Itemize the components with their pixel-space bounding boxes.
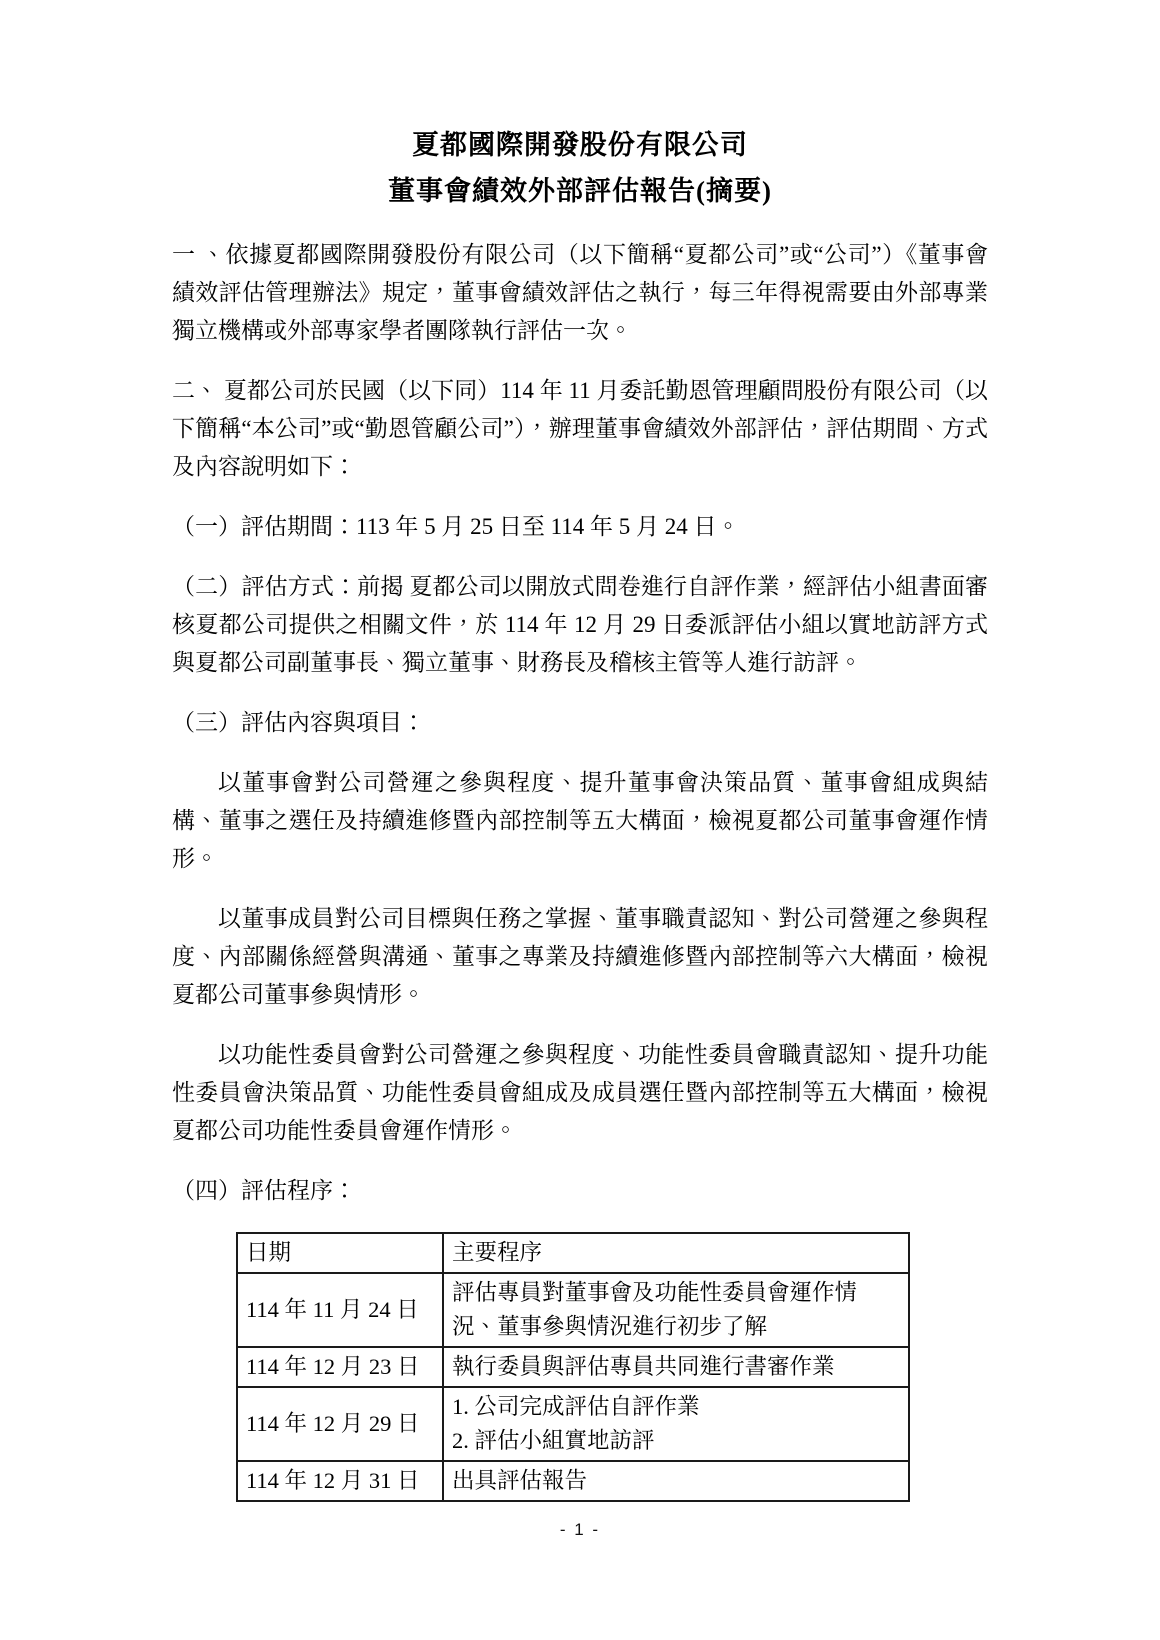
evaluation-schedule-table (236, 1232, 910, 1502)
table-header-date: 日期 (237, 1233, 443, 1273)
table-cell-procedure: 出具評估報告 (443, 1461, 909, 1501)
paragraph-6-board-dimensions: 以董事會對公司營運之參與程度、提升董事會決策品質、董事會組成與結構、董事之選任及持續進修暨內部控制等五大構面，檢視夏都公司董事會運作情形。 (172, 770, 988, 871)
document-title: 夏都國際開發股份有限公司 (412, 130, 748, 160)
table-cell-procedure: 執行委員與評估專員共同進行書審作業 (443, 1347, 909, 1387)
table-row (237, 1347, 909, 1387)
paragraph-1: 一 、依據夏都國際開發股份有限公司（以下簡稱“夏都公司”或“公司”）《董事會績效評估管理辦法》規定，董事會績效評估之執行，每三年得視需要由外部專業獨立機構或外部專家學者團隊執行評估一次。 (172, 242, 988, 343)
paragraph-3-evaluation-period: （一）評估期間：113 年 5 月 25 日至 114 年 5 月 24 日。 (172, 514, 740, 539)
paragraph-2: 二、 夏都公司於民國（以下同）114 年 11 月委託勤恩管理顧問股份有限公司（以下簡稱“本公司”或“勤恩管顧公司”），辦理董事會績效外部評估，評估期間、方式及內容說明如下： (172, 378, 988, 479)
paragraph-8-committee-dimensions: 以功能性委員會對公司營運之參與程度、功能性委員會職責認知、提升功能性委員會決策品質、功能性委員會組成及成員選任暨內部控制等五大構面，檢視夏都公司功能性委員會運作情形。 (172, 1042, 988, 1143)
table-cell-date: 114 年 12 月 31 日 (237, 1461, 443, 1501)
paragraph-9-evaluation-procedure-heading: （四）評估程序： (172, 1178, 356, 1203)
document-content (172, 128, 988, 1502)
paragraph-7-director-dimensions: 以董事成員對公司目標與任務之掌握、董事職責認知、對公司營運之參與程度、內部關係經營與溝通、董事之專業及持續進修暨內部控制等六大構面，檢視夏都公司董事參與情形。 (172, 906, 988, 1007)
table-cell-date: 114 年 12 月 23 日 (237, 1347, 443, 1387)
procedure-line-2: 2. 評估小組實地訪評 (452, 1428, 655, 1453)
table-cell-date: 114 年 11 月 24 日 (237, 1273, 443, 1347)
table-row (237, 1387, 909, 1461)
table-cell-procedure (443, 1387, 909, 1461)
table-cell-procedure: 評估專員對董事會及功能性委員會運作情況、董事參與情況進行初步了解 (443, 1273, 909, 1347)
table-header-row (237, 1233, 909, 1273)
procedure-line-1: 1. 公司完成評估自評作業 (452, 1394, 700, 1419)
document-subtitle: 董事會績效外部評估報告(摘要) (388, 176, 772, 206)
paragraph-4-evaluation-method: （二）評估方式：前揭 夏都公司以開放式問卷進行自評作業，經評估小組書面審核夏都公司提供之相關文件，於 114 年 12 月 29 日委派評估小組以實地訪評方式與夏都公司副董事長、獨立董事、財務長及稽核主管等人進行訪評。 (172, 574, 988, 675)
paragraph-5-evaluation-content-heading: （三）評估內容與項目： (172, 710, 425, 735)
table-row (237, 1461, 909, 1501)
page-number: - 1 - (559, 1520, 601, 1539)
table-cell-date: 114 年 12 月 29 日 (237, 1387, 443, 1461)
table-row (237, 1273, 909, 1347)
table-header-procedure: 主要程序 (443, 1233, 909, 1273)
